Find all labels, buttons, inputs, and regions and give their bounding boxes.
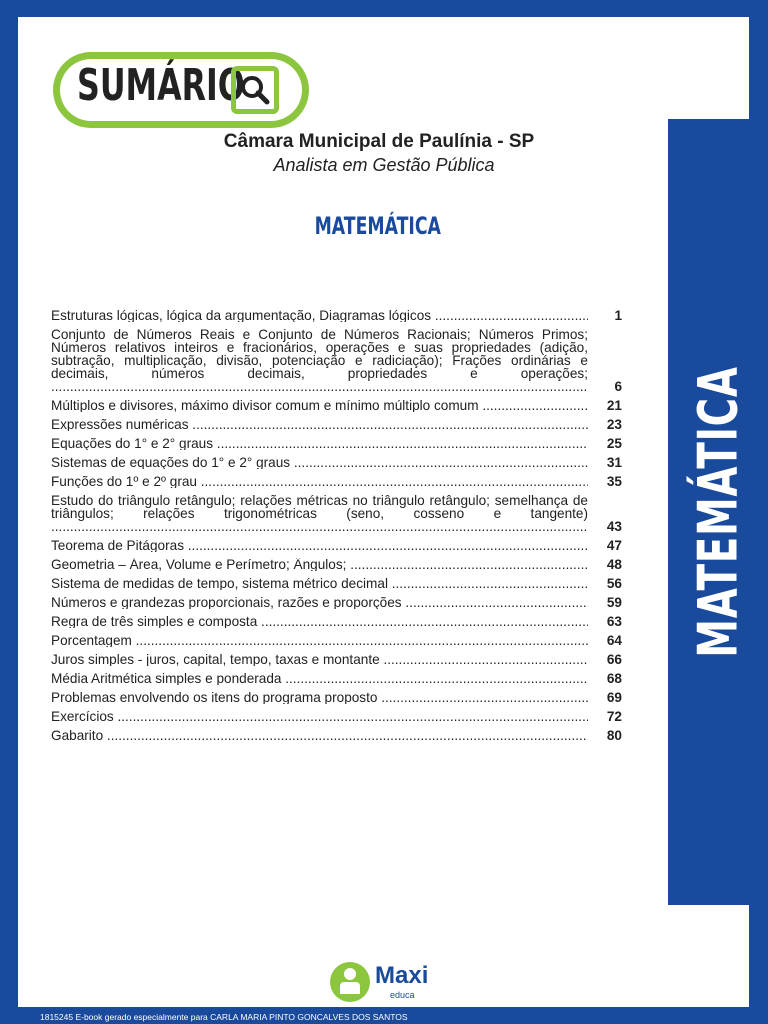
toc-item-page: 21 (606, 398, 622, 413)
summary-badge (53, 52, 309, 128)
page-subtitle: Analista em Gestão Pública (273, 155, 495, 175)
toc-item-text: Geometria – Área, Volume e Perímetro; Ângulos; (51, 558, 347, 571)
toc-item-title (51, 653, 588, 666)
toc-item-page: 35 (606, 474, 622, 489)
toc-item-text: Juros simples - juros, capital, tempo, taxas e montante (51, 653, 380, 666)
toc-item[interactable] (51, 456, 622, 469)
toc-item[interactable] (51, 653, 622, 666)
toc-item-title (51, 475, 588, 488)
toc-item[interactable] (51, 558, 622, 571)
toc-item-title (51, 456, 588, 469)
footer-note: 1815245 E-book gerado especialmente para CARLA MARIA PINTO GONCALVES DOS SANTOS (40, 1012, 408, 1022)
side-label: MATEMÁTICA (686, 366, 750, 658)
toc-item-title (51, 328, 588, 393)
toc-item-page: 47 (606, 538, 622, 553)
toc-item-title (51, 399, 588, 412)
toc-item-text: Gabarito (51, 729, 104, 742)
toc-item-page: 68 (606, 671, 622, 686)
toc-item-text: Conjunto de Números Reais e Conjunto de Números Racionais; Números Primos; Números relativos inteiros e fracionários, operações e suas propriedades (adição, subtração, multiplicação, divisão, potenciação e radiciação); Frações ordinárias e decimais, números decimais, propriedades e operações; (51, 328, 588, 381)
toc-item[interactable] (51, 437, 622, 450)
toc-item-text: Expressões numéricas (51, 418, 189, 431)
toc-item-page: 43 (606, 519, 622, 534)
toc-item[interactable] (51, 309, 622, 322)
toc-item-page: 64 (606, 633, 622, 648)
toc-item-text: Estudo do triângulo retângulo; relações métricas no triângulo retângulo; semelhança de triângulos; relações trigonométricas (seno, cosseno e tangente) (51, 494, 588, 521)
toc-item-title (51, 437, 588, 450)
toc-item[interactable] (51, 494, 622, 533)
toc-item[interactable] (51, 577, 622, 590)
toc-item-title (51, 309, 588, 322)
toc-item[interactable] (51, 691, 622, 704)
toc-item[interactable] (51, 418, 622, 431)
toc-item-text: Porcentagem (51, 634, 132, 647)
toc-item-page: 56 (606, 576, 622, 591)
toc-item-title (51, 710, 588, 723)
badge-label: SUMÁRIO (77, 60, 245, 111)
toc-item-text: Problemas envolvendo os itens do programa proposto (51, 691, 378, 704)
toc-item-text: Exercícios (51, 710, 114, 723)
toc-item-text: Teorema de Pitágoras (51, 539, 184, 552)
toc-item-title (51, 691, 588, 704)
toc-item-text: Números e grandezas proporcionais, razões e proporções (51, 596, 402, 609)
toc-item-page: 80 (606, 728, 622, 743)
toc-item[interactable] (51, 634, 622, 647)
toc-item-page: 69 (606, 690, 622, 705)
toc-item-page: 63 (606, 614, 622, 629)
toc-item[interactable] (51, 399, 622, 412)
toc-item[interactable] (51, 729, 622, 742)
toc-item-title (51, 615, 588, 628)
toc-item-title (51, 672, 588, 685)
toc-item-page: 23 (606, 417, 622, 432)
toc-item[interactable] (51, 596, 622, 609)
toc-item-text: Sistema de medidas de tempo, sistema métrico decimal (51, 577, 388, 590)
toc-item-page: 72 (606, 709, 622, 724)
toc-item-title (51, 596, 588, 609)
toc-item-page: 31 (606, 455, 622, 470)
toc-item-text: Regra de três simples e composta (51, 615, 258, 628)
toc-item-title (51, 729, 588, 742)
toc-item-page: 6 (614, 379, 622, 394)
toc-item[interactable] (51, 539, 622, 552)
toc-item-text: Equações do 1° e 2° graus (51, 437, 214, 450)
toc-item[interactable] (51, 475, 622, 488)
toc-item-page: 66 (606, 652, 622, 667)
toc-item-text: Sistemas de equações do 1° e 2° graus (51, 456, 291, 469)
toc-item-text: Média Aritmética simples e ponderada (51, 672, 282, 685)
page-title: Câmara Municipal de Paulínia - SP (223, 131, 535, 152)
toc-item-page: 1 (614, 308, 622, 323)
toc-item-page: 25 (606, 436, 622, 451)
toc-item-page: 48 (606, 557, 622, 572)
toc-item[interactable] (51, 672, 622, 685)
toc-item[interactable] (51, 710, 622, 723)
toc-item-text: Funções do 1º e 2º grau (51, 475, 197, 488)
magnifier-icon (231, 66, 279, 114)
toc-item-title (51, 494, 588, 533)
toc-item[interactable] (51, 615, 622, 628)
toc-item-title (51, 418, 588, 431)
toc-item-title (51, 634, 588, 647)
toc-item-text: Múltiplos e divisores, máximo divisor comum e mínimo múltiplo comum (51, 399, 479, 412)
toc-item-title (51, 558, 588, 571)
table-of-contents (51, 309, 622, 748)
toc-item[interactable] (51, 328, 622, 393)
toc-item-text: Estruturas lógicas, lógica da argumentação, Diagramas lógicos (51, 309, 432, 322)
maxi-educa-logo: Maxi educa (330, 960, 440, 1002)
toc-item-page: 59 (606, 595, 622, 610)
toc-item-title (51, 539, 588, 552)
subject-heading: MATEMÁTICA (314, 212, 442, 240)
toc-item-title (51, 577, 588, 590)
